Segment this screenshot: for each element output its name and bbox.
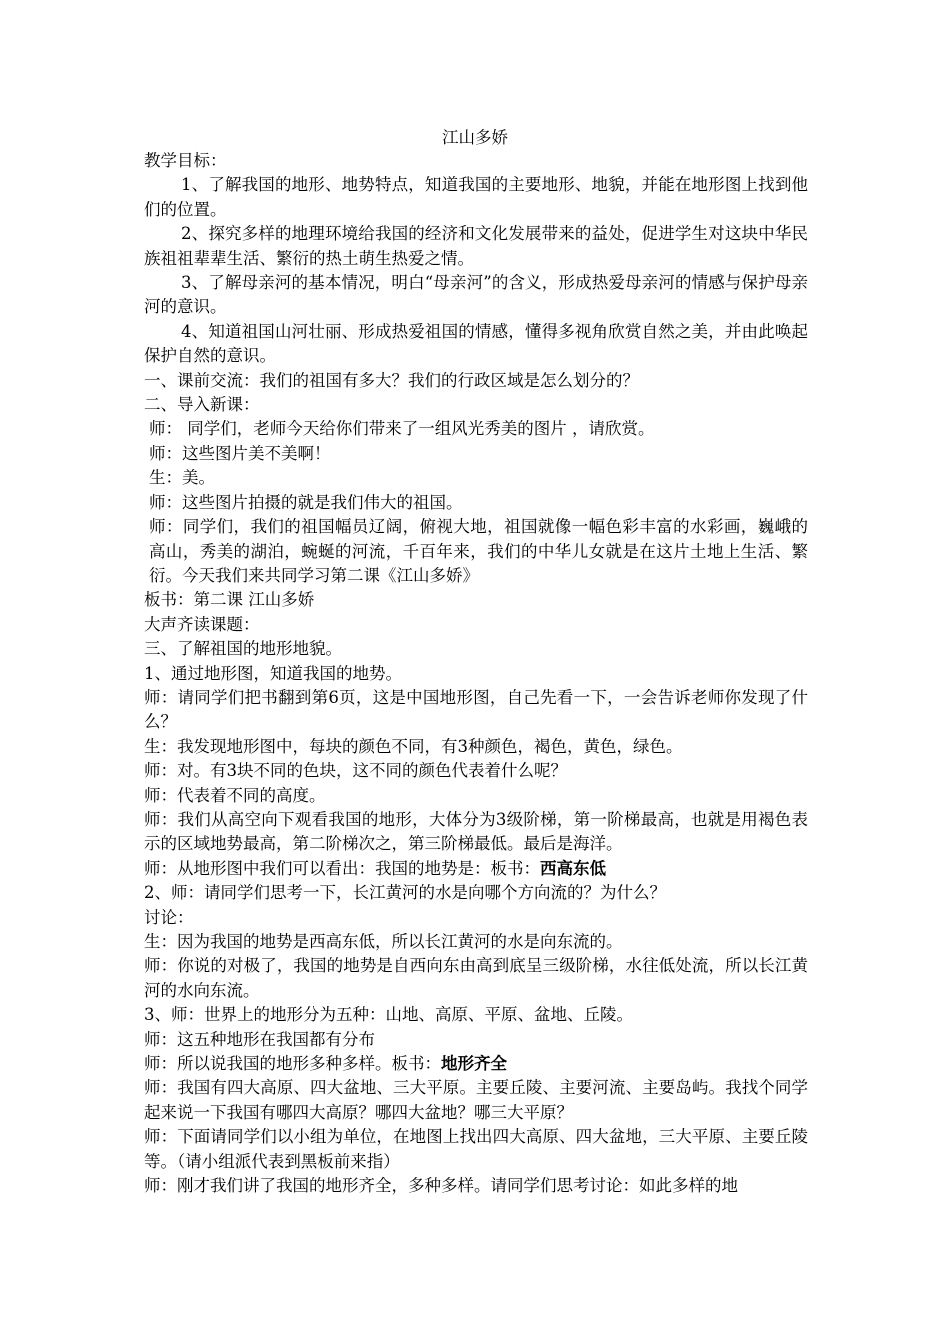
dialogue-line: [144, 857, 808, 881]
dialogue-line: 师：请同学们把书翻到第6页，这是中国地形图，自己先看一下，一会告诉老师你发现了什么？: [144, 687, 808, 732]
subsection-heading: 3、师：世界上的地形分为五种：山地、高原、平原、盆地、丘陵。: [144, 1005, 633, 1025]
section-heading-3: 三、了解祖国的地形地貌。: [144, 639, 342, 659]
board-keyword: 西高东低: [540, 858, 606, 878]
document-body: [144, 149, 808, 1198]
board-keyword: 地形齐全: [441, 1054, 507, 1074]
objective-1: 1、了解我国的地形、地势特点，知道我国的主要地形、地貌，并能在地形图上找到他们的位置。: [144, 175, 808, 219]
section-heading-2: 二、导入新课：: [144, 395, 260, 415]
objective-3: 3、了解母亲河的基本情况，明白“母亲河”的含义，形成热爱母亲河的情感与保护母亲河的意识。: [144, 273, 808, 317]
subsection-heading: 1、通过地形图，知道我国的地势。: [144, 663, 402, 683]
dialogue-line: 师：对。有3块不同的色块，这不同的颜色代表着什么呢？: [144, 761, 567, 781]
section-heading-objectives: 教学目标：: [144, 151, 227, 170]
objective-4: 4、知道祖国山河壮丽、形成热爱祖国的情感，懂得多视角欣赏自然之美，并由此唤起保护自然的意识。: [144, 321, 808, 366]
dialogue-text: 师：从地形图中我们可以看出：我国的地势是：板书：: [144, 858, 540, 878]
dialogue-line: [144, 1052, 808, 1076]
subsection-heading: 2、师：请同学们思考一下，长江黄河的水是向哪个方向流的？为什么？: [144, 883, 666, 903]
dialogue-line: 师：你说的对极了，我国的地势是自西向东由高到底呈三级阶梯，水往低处流，所以长江黄河的水向东流。: [144, 956, 808, 1000]
dialogue-line: 师：我们从高空向下观看我国的地形，大体分为3级阶梯，第一阶梯最高，也就是用褐色表示的区域地势最高，第二阶梯次之，第三阶梯最低。最后是海洋。: [144, 809, 808, 854]
board-note: 板书：第二课 江山多娇: [144, 590, 315, 610]
text-line: 大声齐读课题：: [144, 614, 260, 634]
dialogue-line: 师：这些图片美不美啊！: [149, 443, 331, 463]
dialogue-text: 师：所以说我国的地形多种多样。板书：: [144, 1054, 441, 1074]
dialogue-line: 师：下面请同学们以小组为单位，在地图上找出四大高原、四大盆地，三大平原、主要丘陵等。（请小组派代表到黑板前来指）: [144, 1127, 808, 1171]
dialogue-line: 生：因为我国的地势是西高东低，所以长江黄河的水是向东流的。: [144, 932, 623, 951]
dialogue-line: 师：这五种地形在我国都有分布: [144, 1029, 375, 1049]
document-title: 江山多娇: [442, 128, 508, 147]
dialogue-line: 生：美。: [149, 468, 215, 488]
objective-2: 2、探究多样的地理环境给我国的经济和文化发展带来的益处，促进学生对这块中华民族祖祖辈辈生活、繁衍的热土萌生热爱之情。: [144, 224, 808, 268]
dialogue-line: 师：同学们，我们的祖国幅员辽阔，俯视大地，祖国就像一幅色彩丰富的水彩画，巍峨的高山，秀美的湖泊，蜿蜒的河流，千百年来，我们的中华儿女就是在这片土地上生活、繁衍。今天我们来共同学习第二课《江山多娇》: [149, 517, 808, 585]
dialogue-line: 师：代表着不同的高度。: [144, 785, 326, 805]
text-line: 讨论：: [144, 907, 194, 927]
dialogue-line: 师：我国有四大高原、四大盆地、三大平原。主要丘陵、主要河流、主要岛屿。我找个同学起来说一下我国有哪四大高原？哪四大盆地？哪三大平原？: [144, 1078, 808, 1122]
dialogue-line: 师： 同学们，老师今天给你们带来了一组风光秀美的图片 ，请欣赏。: [149, 419, 655, 439]
dialogue-line: 生：我发现地形图中，每块的颜色不同，有3种颜色，褐色，黄色，绿色。: [144, 736, 683, 756]
dialogue-line: 师：这些图片拍摄的就是我们伟大的祖国。: [149, 492, 463, 512]
dialogue-line: 师：刚才我们讲了我国的地形齐全，多种多样。请同学们思考讨论：如此多样的地: [144, 1176, 738, 1196]
section-heading-1: 一、课前交流：我们的祖国有多大？我们的行政区域是怎么划分的？: [144, 370, 639, 390]
